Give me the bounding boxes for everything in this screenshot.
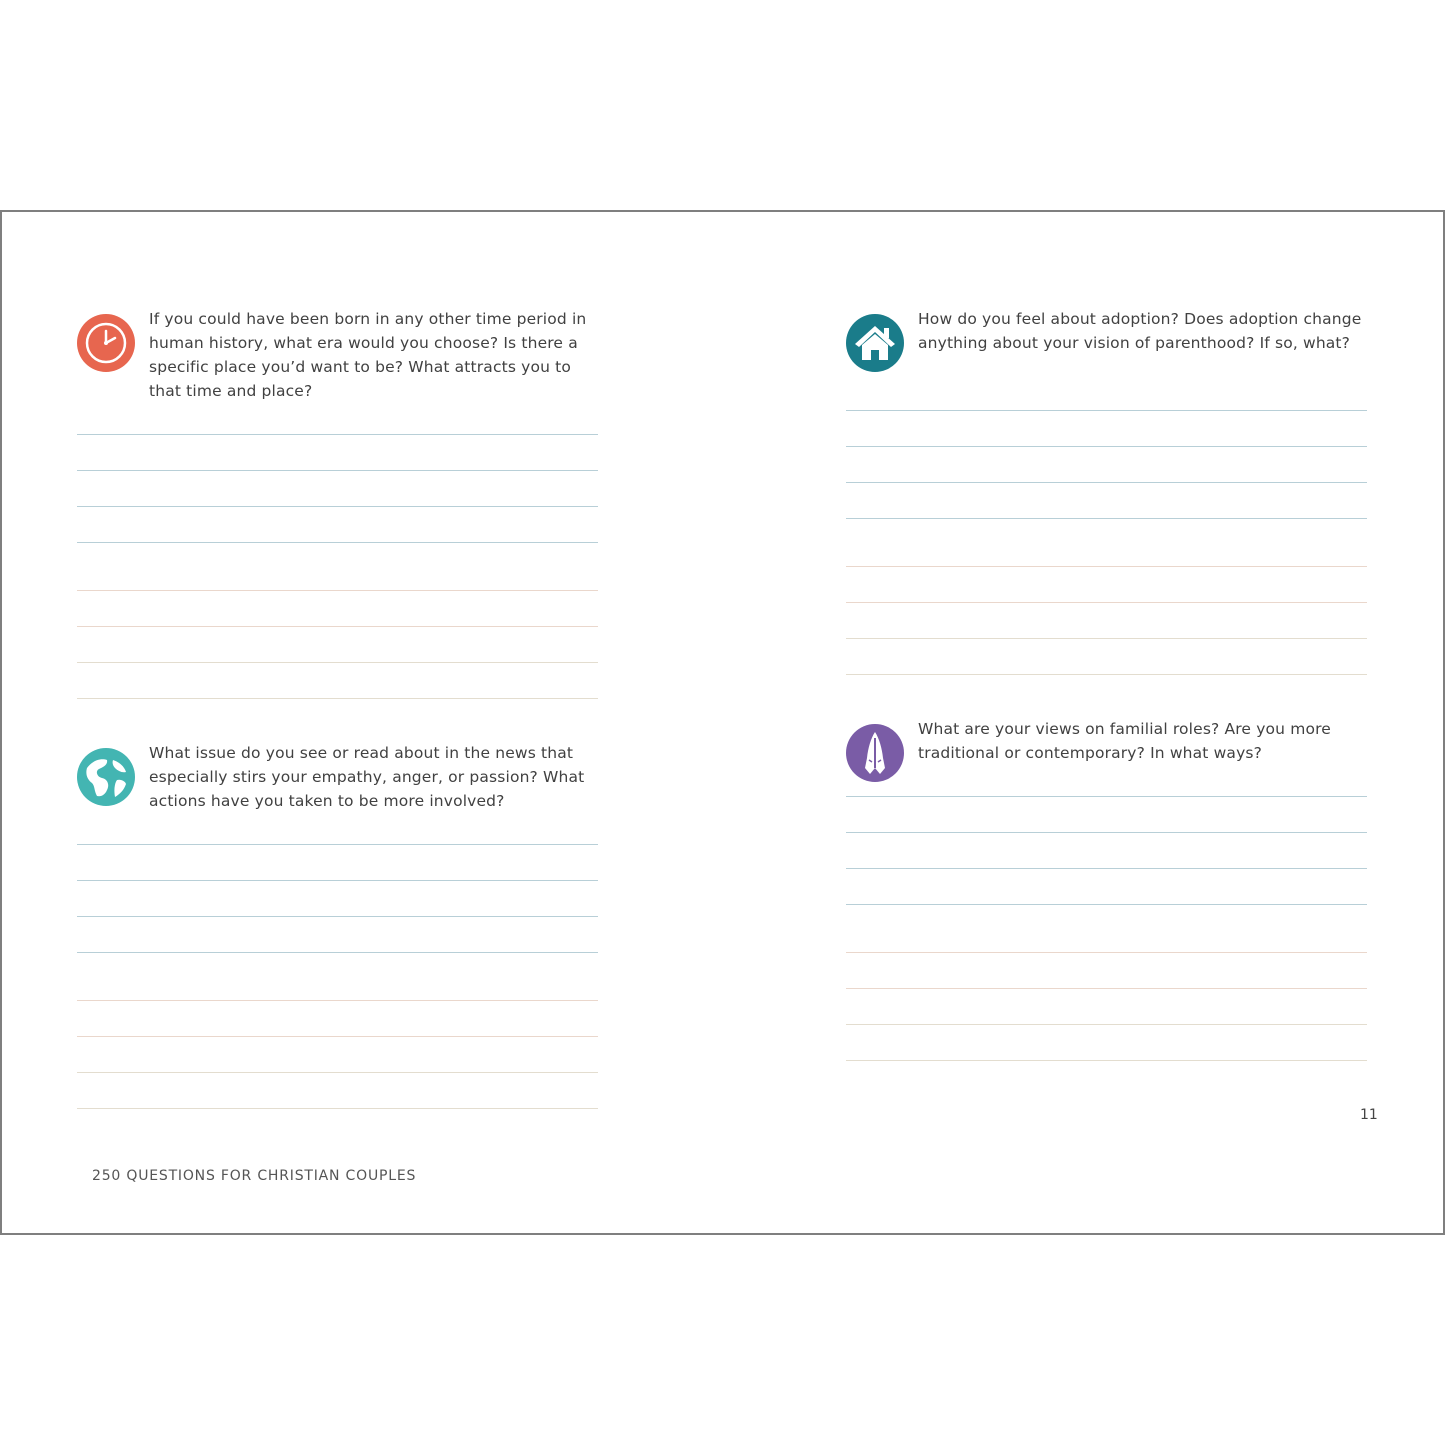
answer-line[interactable] — [77, 434, 598, 435]
answer-line[interactable] — [846, 1060, 1367, 1061]
answer-line[interactable] — [846, 832, 1367, 833]
globe-icon — [77, 748, 135, 806]
answer-line[interactable] — [77, 470, 598, 471]
answer-line[interactable] — [77, 1000, 598, 1001]
answer-line[interactable] — [77, 542, 598, 543]
answer-line[interactable] — [846, 566, 1367, 567]
answer-line[interactable] — [846, 904, 1367, 905]
praying-hands-icon — [846, 724, 904, 782]
question-header — [846, 310, 1367, 414]
answer-line[interactable] — [846, 410, 1367, 411]
question-header — [77, 744, 598, 848]
house-icon — [846, 314, 904, 372]
question-block-adoption — [846, 310, 1367, 414]
answer-line[interactable] — [77, 626, 598, 627]
answer-line[interactable] — [77, 506, 598, 507]
answer-line[interactable] — [846, 518, 1367, 519]
question-text: How do you feel about adoption? Does adoption change anything about your vision of parenthood? If so, what? — [918, 310, 1362, 352]
answer-line[interactable] — [846, 674, 1367, 675]
answer-line[interactable] — [77, 1108, 598, 1109]
book-spread — [0, 210, 1445, 1235]
answer-line[interactable] — [846, 952, 1367, 953]
answer-line[interactable] — [77, 916, 598, 917]
answer-line[interactable] — [77, 952, 598, 953]
answer-line[interactable] — [846, 638, 1367, 639]
answer-line[interactable] — [846, 482, 1367, 483]
answer-line[interactable] — [77, 662, 598, 663]
answer-line[interactable] — [846, 868, 1367, 869]
running-footer-title: 250 QUESTIONS FOR CHRISTIAN COUPLES — [92, 1168, 417, 1184]
question-block-news — [77, 744, 598, 848]
question-text: What are your views on familial roles? Are you more traditional or contemporary? In what ways? — [918, 720, 1331, 762]
answer-line[interactable] — [77, 844, 598, 845]
question-block-era — [77, 310, 598, 414]
answer-line[interactable] — [77, 590, 598, 591]
answer-line[interactable] — [846, 988, 1367, 989]
answer-line[interactable] — [846, 1024, 1367, 1025]
question-block-familial-roles — [846, 720, 1367, 824]
page-number: 11 — [1360, 1107, 1378, 1123]
answer-line[interactable] — [77, 1072, 598, 1073]
answer-line[interactable] — [77, 698, 598, 699]
question-text: What issue do you see or read about in the news that especially stirs your empathy, anger, or passion? What actions have you taken to be more involved? — [149, 744, 585, 810]
question-text: If you could have been born in any other time period in human history, what era would you choose? Is there a specific place you’d want to be? What attracts you to that time and place? — [149, 310, 587, 400]
question-header — [846, 720, 1367, 824]
answer-line[interactable] — [846, 446, 1367, 447]
answer-line[interactable] — [77, 1036, 598, 1037]
answer-line[interactable] — [77, 880, 598, 881]
answer-line[interactable] — [846, 602, 1367, 603]
question-header — [77, 310, 598, 414]
answer-line[interactable] — [846, 796, 1367, 797]
clock-icon — [77, 314, 135, 372]
